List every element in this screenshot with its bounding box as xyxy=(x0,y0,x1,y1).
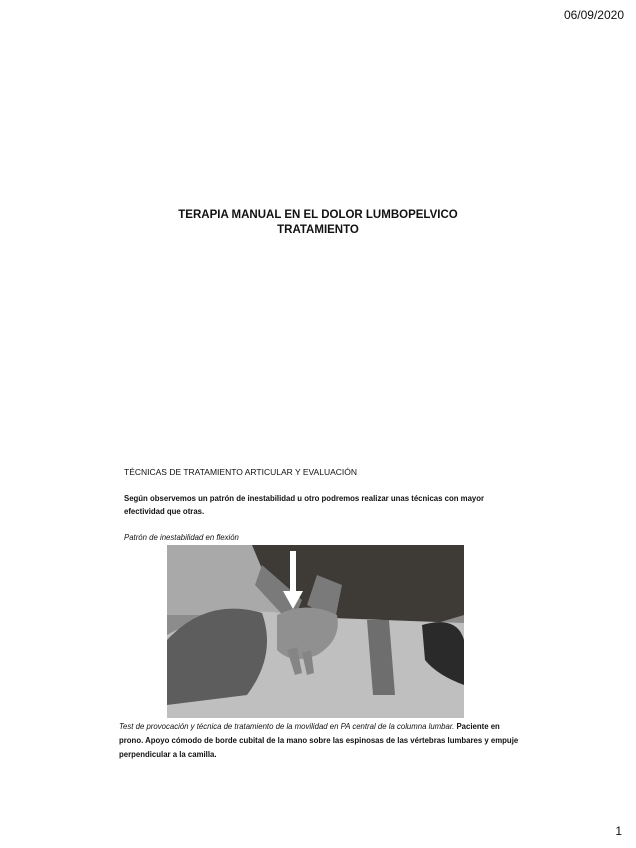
caption-bold: Paciente en prono. Apoyo cómodo de borde cubital de la mano sobre las espinosas de las vértebras lumbares y empuje perpendicular a la camilla. xyxy=(119,722,519,759)
slide2-heading: TÉCNICAS DE TRATAMIENTO ARTICULAR Y EVALUACIÓN xyxy=(124,467,358,477)
pattern-label: Patrón de inestabilidad en flexión xyxy=(124,533,239,542)
slide1-title xyxy=(0,208,636,238)
treatment-photo-illustration xyxy=(167,545,464,718)
slide2-paragraph: Según observemos un patrón de inestabilidad u otro podremos realizar unas técnicas con mayor efectividad que otras. xyxy=(124,494,485,516)
caption-italic: Test de provocación y técnica de tratamiento de la movilidad en PA central de la columna lumbar. xyxy=(119,722,455,731)
page-number: 1 xyxy=(615,824,622,838)
arrow-down-icon xyxy=(283,551,303,611)
treatment-photo xyxy=(167,545,464,718)
photo-caption xyxy=(119,720,519,762)
header-date: 06/09/2020 xyxy=(563,8,624,22)
title-line-2: TRATAMIENTO xyxy=(277,224,359,236)
title-line-1: TERAPIA MANUAL EN EL DOLOR LUMBOPELVICO xyxy=(178,209,458,221)
